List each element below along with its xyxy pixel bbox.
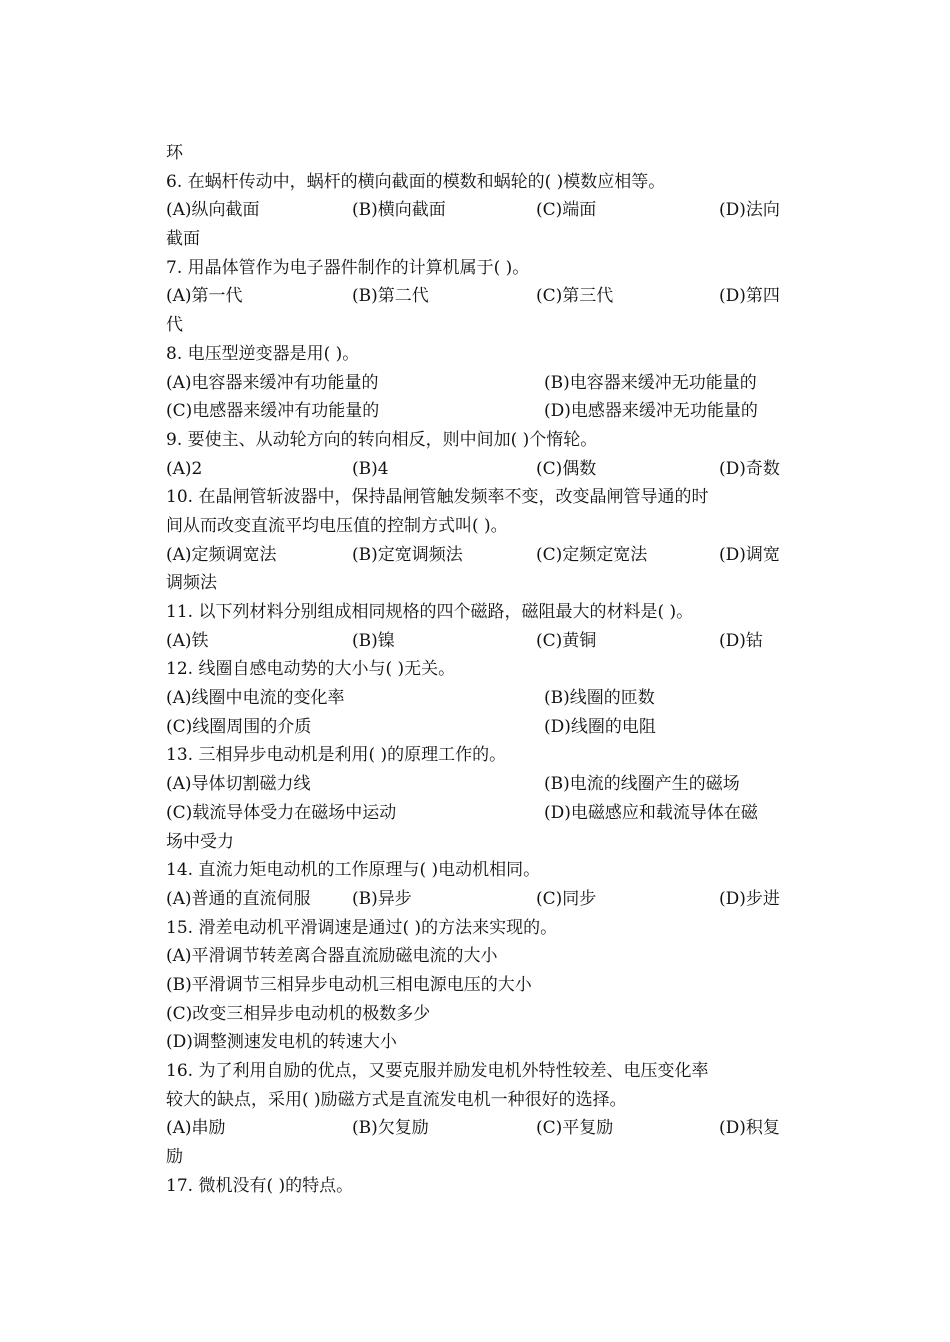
option-c: (C)第三代: [536, 286, 614, 307]
option-continuation: 调频法: [166, 573, 217, 594]
option-d: (D)积复: [719, 1118, 780, 1139]
question-9: 9. 要使主、从动轮方向的转向相反，则中间加( )个惰轮。: [166, 429, 598, 450]
question-16-options: [166, 1114, 786, 1143]
option-c: (C)端面: [536, 200, 597, 221]
question-13-options-row2: [166, 799, 786, 828]
option-a: (A)2: [166, 458, 203, 479]
option-a: (A)线圈中电流的变化率: [166, 688, 345, 709]
option-a: (A)第一代: [166, 286, 243, 307]
question-7-options: [166, 282, 786, 311]
option-c: (C)黄铜: [536, 630, 597, 651]
question-16: 16. 为了利用自励的优点，又要克服并励发电机外特性较差、电压变化率: [166, 1061, 709, 1081]
question-14-options: [166, 885, 786, 914]
question-9-options: [166, 455, 786, 484]
option-d: (D)电感器来缓冲无功能量的: [544, 401, 758, 422]
option-b: (B)第二代: [352, 286, 429, 307]
option-a: (A)纵向截面: [166, 200, 260, 221]
option-b: (B)电容器来缓冲无功能量的: [544, 372, 757, 393]
option-c: (C)载流导体受力在磁场中运动: [166, 802, 397, 823]
option-d: (D)电磁感应和载流导体在磁: [544, 802, 758, 823]
option-a: (A)普通的直流伺服: [166, 888, 311, 909]
option-a: (A)电容器来缓冲有功能量的: [166, 372, 379, 393]
option-continuation: 截面: [166, 229, 200, 250]
option-d: (D)线圈的电阻: [544, 716, 656, 737]
question-10-continuation: 间从而改变直流平均电压值的控制方式叫( )。: [166, 515, 508, 536]
option-d: (D)第四: [719, 286, 780, 307]
option-b: (B)定宽调频法: [352, 544, 463, 565]
option-b: (B)4: [352, 458, 389, 479]
option-a: (A)串励: [166, 1118, 226, 1139]
question-8-options-row2: [166, 397, 786, 426]
option-a: (A)平滑调节转差离合器直流励磁电流的大小: [166, 946, 498, 967]
option-d: (D)步进: [719, 888, 780, 909]
option-c: (C)平复励: [536, 1118, 614, 1139]
question-13-options-row1: [166, 770, 786, 799]
option-b: (B)镍: [352, 630, 395, 651]
question-6: 6. 在蜗杆传动中，蜗杆的横向截面的模数和蜗轮的( )模数应相等。: [166, 171, 666, 192]
question-14: 14. 直流力矩电动机的工作原理与( )电动机相同。: [166, 860, 541, 881]
question-11: 11. 以下列材料分别组成相同规格的四个磁路，磁阻最大的材料是( )。: [166, 602, 694, 622]
question-12: 12. 线圈自感电动势的大小与( )无关。: [166, 659, 456, 680]
option-continuation: 场中受力: [166, 831, 234, 852]
option-b: (B)平滑调节三相异步电动机三相电源电压的大小: [166, 974, 532, 995]
text-line: 环: [166, 143, 183, 163]
option-b: (B)电流的线圈产生的磁场: [544, 774, 740, 795]
option-continuation: 代: [166, 315, 183, 336]
option-b: (B)横向截面: [352, 200, 446, 221]
question-10-options: [166, 541, 786, 570]
question-13: 13. 三相异步电动机是利用( )的原理工作的。: [166, 745, 507, 766]
question-12-options-row1: [166, 684, 786, 713]
option-c: (C)线圈周围的介质: [166, 716, 312, 737]
question-6-options: [166, 196, 786, 225]
question-12-options-row2: [166, 713, 786, 742]
question-10: 10. 在晶闸管斩波器中，保持晶闸管触发频率不变，改变晶闸管导通的时: [166, 487, 709, 508]
option-c: (C)电感器来缓冲有功能量的: [166, 401, 380, 422]
question-11-options: [166, 627, 786, 656]
question-17: 17. 微机没有( )的特点。: [166, 1175, 354, 1196]
option-a: (A)定频调宽法: [166, 544, 277, 565]
question-8-options-row1: [166, 369, 786, 398]
option-b: (B)欠复励: [352, 1118, 429, 1139]
option-c: (C)偶数: [536, 458, 597, 479]
option-c: (C)改变三相异步电动机的极数多少: [166, 1003, 431, 1024]
option-c: (C)定频定宽法: [536, 544, 648, 565]
option-d: (D)调整测速发电机的转速大小: [166, 1032, 397, 1053]
option-continuation: 励: [166, 1147, 183, 1168]
option-a: (A)导体切割磁力线: [166, 774, 311, 795]
option-d: (D)法向: [719, 200, 780, 221]
option-c: (C)同步: [536, 888, 597, 909]
option-d: (D)调宽: [719, 544, 780, 565]
option-a: (A)铁: [166, 630, 209, 651]
question-16-continuation: 较大的缺点，采用( )励磁方式是直流发电机一种很好的选择。: [166, 1089, 627, 1110]
option-b: (B)异步: [352, 888, 412, 909]
option-d: (D)奇数: [719, 458, 780, 479]
question-15: 15. 滑差电动机平滑调速是通过( )的方法来实现的。: [166, 917, 558, 938]
option-d: (D)钴: [719, 630, 763, 651]
question-7: 7. 用晶体管作为电子器件制作的计算机属于( )。: [166, 257, 530, 278]
question-8: 8. 电压型逆变器是用( )。: [166, 343, 360, 364]
option-b: (B)线圈的匝数: [544, 688, 655, 709]
exam-page: [166, 139, 786, 1200]
